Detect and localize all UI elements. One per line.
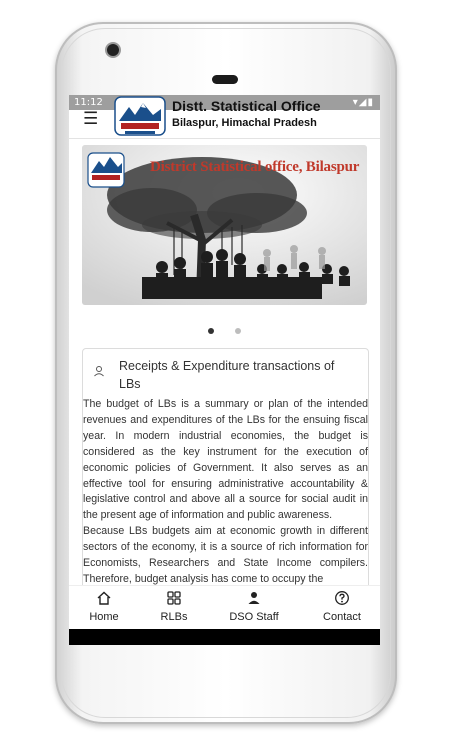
carousel-dot-2[interactable] (235, 328, 241, 334)
card-paragraph: The budget of LBs is a summary or plan of the intended revenues and expenditures of the LBs for the ensuing fiscal year. In modern industrial economies, the budget is considered as the key instrument for the execution of economic policies of Government. It also serves as an effective tool for ensuring administrative accountability & legislative control and above all a source for social audit in the present age of information and public awareness. (83, 398, 368, 522)
banner-title: District Statistical office, Bilaspur (150, 159, 360, 175)
front-camera (107, 44, 119, 56)
card-title: Receipts & Expenditure transactions of LBs (119, 359, 335, 391)
carousel-dot-1[interactable] (208, 328, 214, 334)
nav-dso-staff[interactable] (219, 590, 289, 623)
card-paragraph: Because LBs budgets aim at economic growth in different sectors of the economy, it is a source of rich information for Economists, Researchers and State Income compilers. Therefore, budget analysis has come to occupy the (83, 525, 368, 585)
carousel-indicator (69, 319, 380, 338)
info-card (82, 348, 369, 610)
app-title: Distt. Statistical Office (172, 98, 321, 114)
person-icon (219, 590, 289, 608)
banner-slide[interactable] (82, 145, 367, 305)
earpiece-speaker (212, 75, 238, 84)
app-screen (69, 95, 380, 645)
hamburger-menu-icon[interactable]: ☰ (83, 109, 99, 129)
nav-contact[interactable] (307, 590, 377, 623)
card-body (83, 397, 368, 587)
nav-rlbs-label: RLBs (160, 611, 188, 623)
system-navigation-bar (69, 629, 380, 645)
help-circle-icon (307, 590, 377, 608)
app-subtitle: Bilaspur, Himachal Pradesh (172, 117, 317, 129)
person-outline-icon (93, 365, 105, 380)
nav-dso-staff-label: DSO Staff (229, 611, 279, 623)
nav-home[interactable] (69, 590, 139, 623)
nav-rlbs[interactable] (139, 590, 209, 623)
nav-contact-label: Contact (323, 611, 361, 623)
banner-emblem (88, 153, 124, 187)
himachal-emblem-logo (113, 95, 167, 137)
grid-icon (139, 590, 209, 608)
nav-home-label: Home (89, 611, 119, 623)
status-time: 11:12 (74, 97, 103, 108)
status-icons: ▾◢▮ (352, 97, 374, 108)
home-icon (69, 590, 139, 608)
bottom-navigation (69, 585, 380, 630)
